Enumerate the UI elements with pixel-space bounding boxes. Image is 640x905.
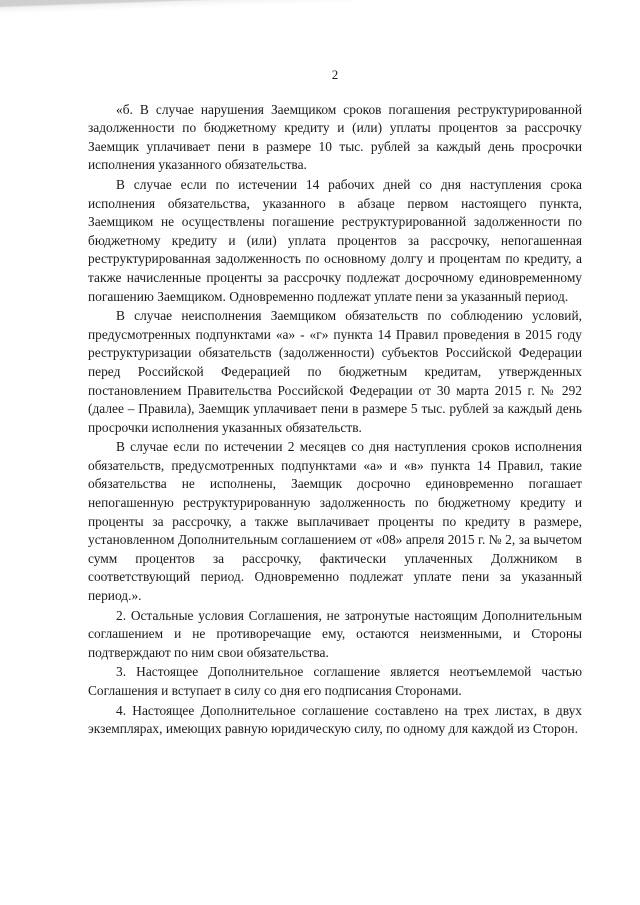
paragraph-early-repayment: В случае если по истечении 14 рабочих дней со дня наступления срока исполнения обязательства, указанного в абзаце первом настоящего пункта, Заемщиком не осуществлены погашение реструктурированной задолженности по бюджетному кредиту и (или) уплата процентов за рассрочку, непогашенная реструктурированная задолженность по основному долгу и процентам по кредиту, а также начисленные проценты за рассрочку подлежат досрочному единовременному погашению Заемщиком. Одновременно подлежат уплате пени за указанный период. (88, 176, 582, 304)
document-page (88, 66, 582, 740)
page-number: 2 (331, 67, 339, 82)
paragraph-two-months-default: В случае если по истечении 2 месяцев со дня наступления сроков исполнения обязательств, предусмотренных подпунктами «а» и «в» пункта 14 Правил, такие обязательства не исполнены, Заемщик досрочно единовременно погашает непогашенную реструктурированную задолженность по бюджетному кредиту и проценты за рассрочку, а также выплачивает проценты по кредиту в размере, установленном Дополнительным соглашением от «08» апреля 2015 г. № 2, за вычетом сумм процентов за рассрочку, фактически уплаченных Должником в соответствующий период. Одновременно подлежат уплате пени за указанный период.». (88, 439, 582, 604)
paragraph-clause-4: 4. Настоящее Дополнительное соглашение составлено на трех листах, в двух экземплярах, имеющих равную юридическую силу, по одному для каждой из Сторон. (88, 702, 582, 737)
paragraph-conditions-penalty: В случае неисполнения Заемщиком обязательств по соблюдению условий, предусмотренных подпунктами «а» - «г» пункта 14 Правил проведения в 2015 году реструктуризации обязательств (задолженности) субъектов Российской Федерации перед Российской Федерацией по бюджетным кредитам, утвержденных постановлением Правительства Российской Федерации от 30 марта 2015 г. № 292 (далее – Правила), Заемщик уплачивает пени в размере 5 тыс. рублей за каждый день просрочки исполнения указанных обязательств. (88, 308, 582, 435)
paragraph-clause-2: 2. Остальные условия Соглашения, не затронутые настоящим Дополнительным соглашением и не противоречащие ему, остаются неизменными, и Стороны подтверждают по ним свои обязательства. (88, 607, 582, 660)
scan-top-edge (0, 0, 640, 40)
paragraph-clause-3: 3. Настоящее Дополнительное соглашение является неотъемлемой частью Соглашения и вступает в силу со дня его подписания Сторонами. (88, 664, 582, 698)
paragraph-penalty-clause-6: «б. В случае нарушения Заемщиком сроков погашения реструктурированной задолженности по бюджетному кредиту и (или) уплаты процентов за рассрочку Заемщик уплачивает пени в размере 10 тыс. рублей за каждый день просрочки исполнения указанного обязательства. (88, 101, 582, 173)
